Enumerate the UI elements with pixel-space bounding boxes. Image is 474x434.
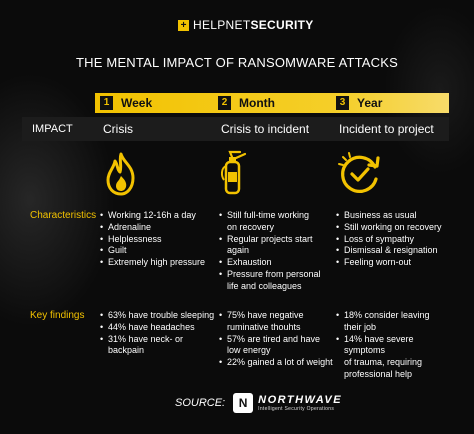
timeframe-year — [331, 93, 449, 113]
list-item: • 63% have trouble sleeping — [100, 310, 220, 322]
list-item: • Exhaustion — [219, 257, 339, 269]
key-findings-incident-to-project-list — [336, 310, 456, 381]
characteristics-incident-to-project-list — [336, 210, 456, 269]
impact-header-row — [22, 117, 449, 141]
list-item: • Guilt — [100, 245, 220, 257]
northwave-logo-mark: N — [233, 393, 253, 413]
list-item: • Helplessness — [100, 234, 220, 246]
brand-name: HELPNETSECURITY — [193, 18, 314, 32]
list-item: • Business as usual — [336, 210, 456, 222]
row-label-key-findings: Key findings — [30, 310, 85, 321]
infographic-title: THE MENTAL IMPACT OF RANSOMWARE ATTACKS — [76, 55, 398, 70]
list-item: • Regular projects start again — [219, 234, 339, 258]
timeframe-label: Month — [239, 96, 275, 110]
northwave-logo — [233, 393, 342, 413]
timeframe-number: 1 — [100, 96, 113, 110]
source-credit — [175, 393, 342, 413]
key-findings-crisis-list — [100, 310, 220, 357]
characteristics-crisis-to-incident-list — [219, 210, 339, 293]
timeframe-month — [213, 93, 331, 113]
list-item: • Dismissal & resignation — [336, 245, 456, 257]
list-item: • Loss of sympathy — [336, 234, 456, 246]
characteristics-crisis-list — [100, 210, 220, 269]
column-header-crisis-to-incident: Crisis to incident — [221, 122, 310, 136]
brand-logo — [178, 18, 314, 32]
list-item: • 14% have severe symptoms of trauma, requiring professional help — [336, 334, 456, 381]
refresh-check-icon — [337, 151, 383, 197]
fire-icon — [103, 152, 139, 196]
impact-label: IMPACT — [32, 123, 73, 135]
fire-extinguisher-icon — [220, 150, 248, 196]
timeframe-number: 3 — [336, 96, 349, 110]
list-item: • 57% are tired and have low energy — [219, 334, 339, 358]
list-item: • Still working on recovery — [336, 222, 456, 234]
list-item: • 18% consider leaving their job — [336, 310, 456, 334]
list-item: • Adrenaline — [100, 222, 220, 234]
list-item: • Feeling worn-out — [336, 257, 456, 269]
column-header-crisis: Crisis — [103, 122, 133, 136]
brand-mark: + — [178, 20, 189, 31]
source-label: SOURCE: — [175, 397, 226, 409]
source-tagline: Intelligent Security Operations — [258, 406, 335, 412]
timeframe-number: 2 — [218, 96, 231, 110]
list-item: • Working 12-16h a day — [100, 210, 220, 222]
key-findings-crisis-to-incident-list — [219, 310, 339, 369]
list-item: • 22% gained a lot of weight — [219, 357, 339, 369]
timeframe-label: Year — [357, 96, 383, 110]
list-item: • 31% have neck- or backpain — [100, 334, 220, 358]
row-label-characteristics: Characteristics — [30, 210, 97, 221]
list-item: • Extremely high pressure — [100, 257, 220, 269]
timeframe-bar — [95, 93, 449, 113]
timeframe-label: Week — [121, 96, 153, 110]
list-item: • Still full-time working on recovery — [219, 210, 339, 234]
timeframe-week — [95, 93, 213, 113]
list-item: • Pressure from personal life and colleagues — [219, 269, 339, 293]
column-header-incident-to-project: Incident to project — [339, 122, 434, 136]
list-item: • 75% have negative ruminative thouhts — [219, 310, 339, 334]
source-company: NORTHWAVE — [258, 394, 343, 406]
list-item: • 44% have headaches — [100, 322, 220, 334]
